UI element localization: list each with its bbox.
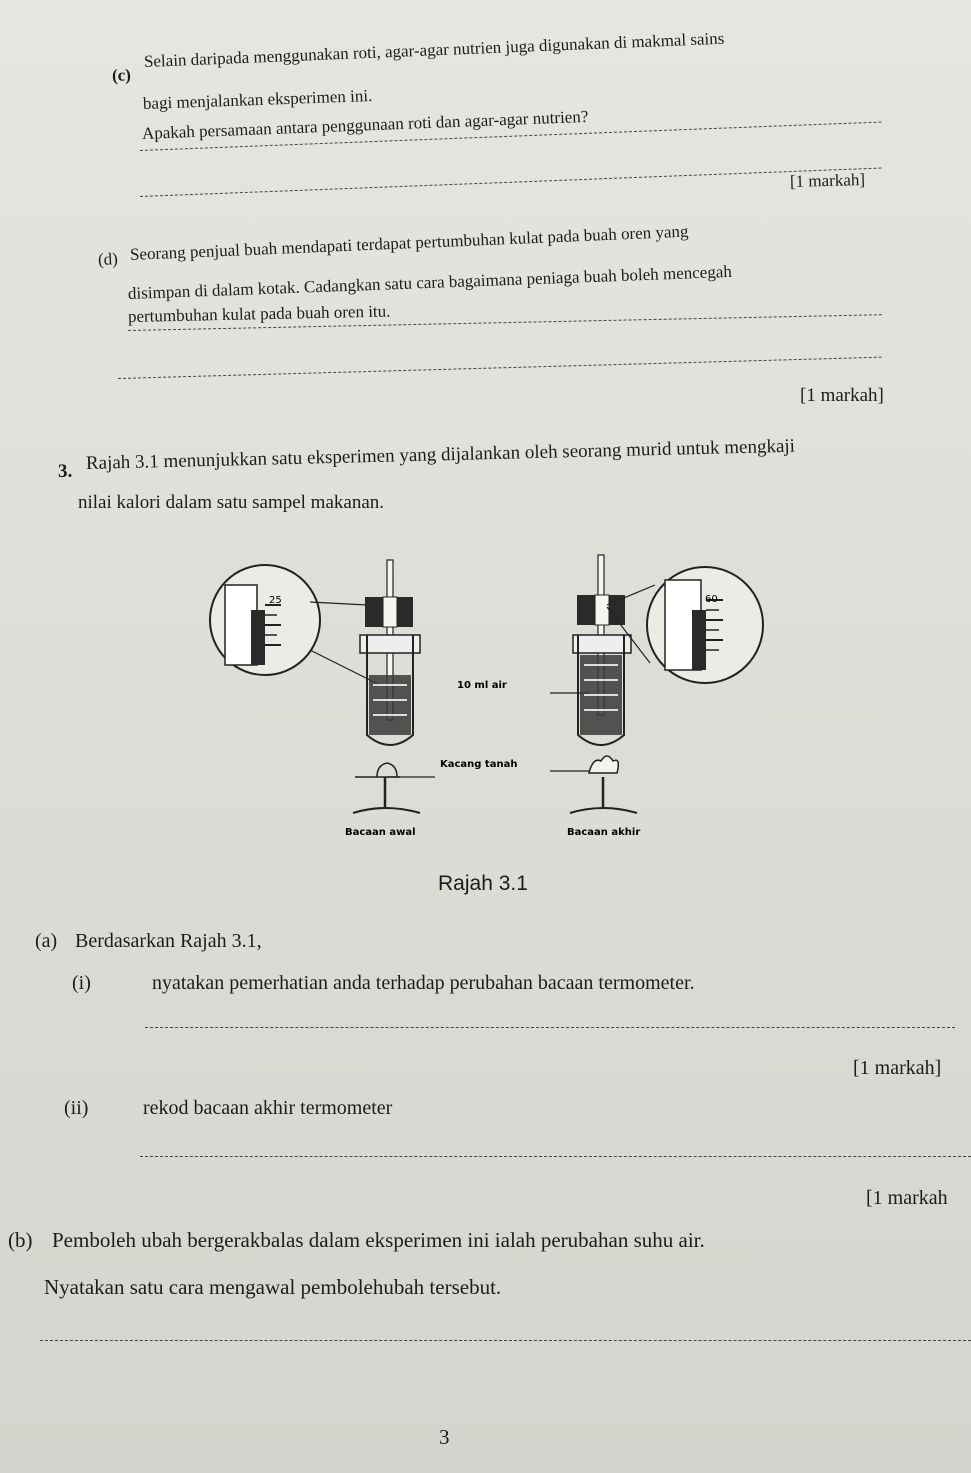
part-c-question: Apakah persamaan antara penggunaan roti dan agar-agar nutrien? <box>141 106 589 143</box>
final-setup <box>570 555 763 813</box>
part-a-ii-text: rekod bacaan akhir termometer <box>143 1097 393 1119</box>
part-c-line2: bagi menjalankan eksperimen ini. <box>142 85 373 113</box>
part-d-label: (d) <box>97 249 119 269</box>
part-a-text: Berdasarkan Rajah 3.1, <box>75 930 262 952</box>
initial-reading-value: 25 <box>269 595 282 606</box>
initial-label: Bacaan awal <box>345 827 416 838</box>
q3-number: 3. <box>57 460 73 482</box>
part-a-label: (a) <box>35 930 58 952</box>
part-a-i-label: (i) <box>72 972 91 994</box>
part-c-line1: Selain daripada menggunakan roti, agar-agar nutrien juga digunakan di makmal sains <box>143 28 725 71</box>
part-b-line2: Nyatakan satu cara mengawal pembolehubah tersebut. <box>44 1275 502 1299</box>
part-a-i-text: nyatakan pemerhatian anda terhadap perubahan bacaan termometer. <box>152 972 695 994</box>
part-d-line1: Seorang penjual buah mendapati terdapat pertumbuhan kulat pada buah oren yang <box>129 221 689 264</box>
peanut-label: Kacang tanah <box>440 759 518 770</box>
diagram-caption: Rajah 3.1 <box>438 872 528 895</box>
answer-line-d2[interactable] <box>118 357 882 379</box>
initial-setup <box>210 560 435 813</box>
page-number: 3 <box>439 1425 450 1449</box>
diagram-svg <box>205 545 785 845</box>
q3-line1: Rajah 3.1 menunjukkan satu eksperimen yang dijalankan oleh seorang murid untuk mengkaji <box>85 435 796 474</box>
final-label: Bacaan akhir <box>567 827 641 838</box>
part-b-label: (b) <box>8 1228 33 1252</box>
part-a-ii-label: (ii) <box>64 1097 89 1119</box>
part-a-ii-marks: [1 markah <box>866 1187 948 1209</box>
part-c-marks: [1 markah] <box>789 170 866 191</box>
answer-line-b[interactable] <box>40 1340 971 1341</box>
part-b-line1: Pemboleh ubah bergerakbalas dalam eksperimen ini ialah perubahan suhu air. <box>52 1228 705 1252</box>
answer-line-a-i[interactable] <box>145 1027 955 1028</box>
answer-line-c2[interactable] <box>140 168 881 197</box>
q3-line2: nilai kalori dalam satu sampel makanan. <box>78 492 385 513</box>
part-d-line2: disimpan di dalam kotak. Cadangkan satu cara bagaimana peniaga buah boleh mencegah <box>127 261 733 303</box>
final-reading-value: 60 <box>705 594 718 605</box>
part-d-line3: pertumbuhan kulat pada buah oren itu. <box>127 301 391 326</box>
part-c-label: (c) <box>111 65 132 85</box>
part-a-i-marks: [1 markah] <box>853 1057 942 1079</box>
calorimetry-diagram <box>205 545 785 845</box>
part-d-marks: [1 markah] <box>800 385 884 406</box>
water-label: 10 ml air <box>457 680 507 691</box>
answer-line-a-ii[interactable] <box>140 1156 971 1157</box>
